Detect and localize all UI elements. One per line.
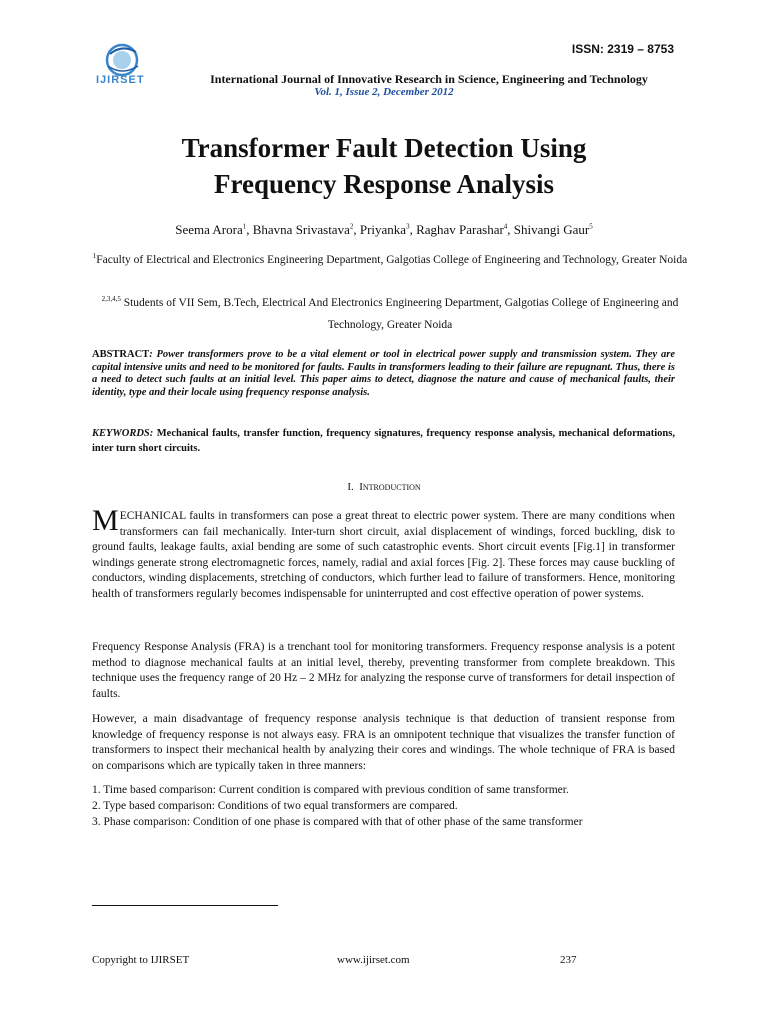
section-heading: [0, 481, 768, 493]
footnote-rule: [92, 905, 278, 906]
title-line-2: Frequency Response Analysis: [213, 169, 555, 199]
author-name: Seema Arora: [175, 222, 243, 237]
journal-name: International Journal of Innovative Research in Science, Engineering and Technology: [210, 72, 648, 86]
keywords: [92, 426, 675, 456]
footer-page-number: 237: [560, 954, 577, 966]
affiliation-2: $^{2,3,4,5}$ Students of VII Sem, B.Tech, Electrical And Electronics Engineering Department, Galgotias College of Engineering and Technology, Greater Noida: [101, 295, 679, 331]
keywords-label: KEYWORDS:: [92, 428, 154, 439]
list-item: 3. Phase comparison: Condition of one phase is compared with that of other phase of the same transformer: [92, 816, 583, 828]
title-line-1: Transformer Fault Detection Using: [181, 133, 587, 163]
paper-title: [0, 130, 768, 202]
journal-volume: Vol. 1, Issue 2, December 2012: [314, 86, 454, 98]
keywords-text: Mechanical faults, transfer function, frequency signatures, frequency response analysis, mechanical deformations, inter turn short circuits.: [92, 428, 675, 454]
drop-cap: M: [92, 504, 119, 537]
author-name: Priyanka: [359, 222, 407, 237]
affiliation-1: $^1$Faculty of Electrical and Electronics Engineering Department, Galgotias College of Engineering and Technology, Greater Noida: [92, 252, 688, 266]
author-name: Raghav Parashar: [416, 222, 504, 237]
list-item: 1. Time based comparison: Current condition is compared with previous condition of same transformer.: [92, 784, 569, 796]
logo-text: IJIRSET: [96, 74, 145, 86]
section-number: I.: [347, 481, 354, 493]
section-title: Introduction: [359, 481, 421, 493]
comparison-list: [92, 782, 692, 830]
footer-website: www.ijirset.com: [337, 954, 410, 966]
footer-copyright: Copyright to IJIRSET: [92, 954, 190, 966]
list-item: 2. Type based comparison: Conditions of two equal transformers are compared.: [92, 800, 458, 812]
author-name: Shivangi Gaur: [513, 222, 590, 237]
issn-number: ISSN: 2319 – 8753: [571, 42, 674, 56]
abstract-label: ABSTRACT: [92, 349, 150, 360]
intro-paragraph-2: Frequency Response Analysis (FRA) is a trenchant tool for monitoring transformers. Frequency response analysis is a potent method to diagnose mechanical faults at an initial level, thereby, preventing transformer from complete breakdown. This technique uses the frequency range of 20 Hz – 2 MHz for analyzing the response curve of transformers for detail inspection of faults.: [92, 641, 675, 700]
author-list: Seema Arora$^1$, Bhavna Srivastava$^2$, Priyanka$^3$, Raghav Parashar$^4$, Shivangi Gaur$^5$: [175, 222, 593, 237]
intro-paragraph-3: However, a main disadvantage of frequency response analysis technique is that deduction of transient response from knowledge of frequency response is not always easy. FRA is an omnipotent technique that visualizes the transfer function of transformers to inspect their mechanical health by analyzing their cores and windings. The whole technique of FRA is based on comparisons which are typically taken in three manners:: [92, 713, 675, 772]
author-name: Bhavna Srivastava: [252, 222, 350, 237]
intro-paragraph-1: MECHANICAL faults in transformers can pose a great threat to electric power system. There are many conditions when transformers can fail mechanically. Inter-turn short circuit, axial displacement of windings, forced buckling, disk to ground faults, leakage faults, axial bending are some of such catastrophic events. Short circuit events [Fig.1] in transformer windings generate strong electromagnetic forces, namely, radial and axial forces [Fig. 2]. These forces may cause buckling of conductors, winding displacements, stretching of conductors, which further lead to failure of transformers. Hence, monitoring health of transformers regularly becomes indispensable for uninterrupted and cost effective operation of power systems.: [92, 504, 675, 600]
abstract-text: : Power transformers prove to be a vital element or tool in electrical power supply and transmission system. They are capital intensive units and need to be monitored for faults. Faults in transformers leading to their failure are repugnant. Thus, there is a need to detect such faults at an initial level. This paper aims to detect, diagnose the nature and cause of mechanical faults, their identity, type and their locale using frequency response analysis.: [92, 349, 675, 398]
abstract: [92, 349, 675, 399]
